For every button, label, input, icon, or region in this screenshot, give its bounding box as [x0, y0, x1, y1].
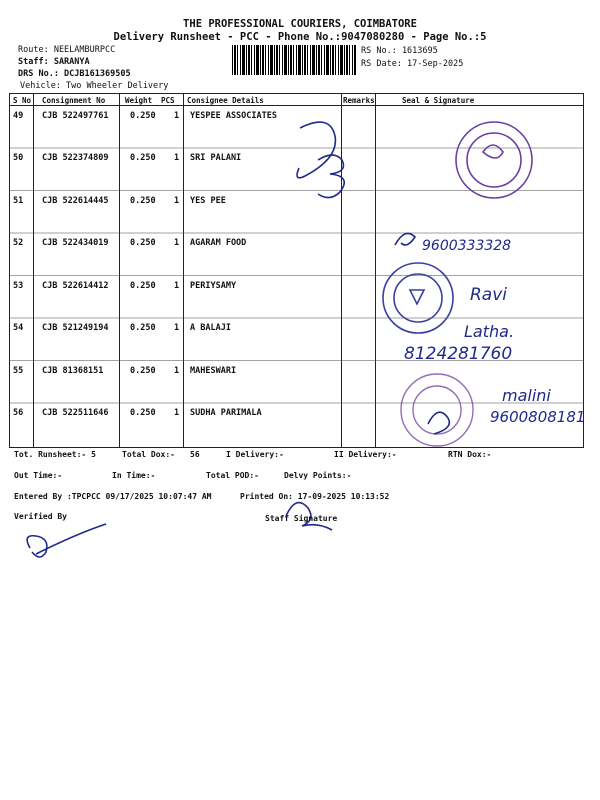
row-pcs: 1 — [174, 408, 180, 418]
row-weight: 0.250 — [130, 111, 156, 121]
row-sno: 56 — [13, 408, 24, 418]
row-sno: 50 — [13, 153, 24, 163]
runsheet-subtitle: Delivery Runsheet - PCC - Phone No.:9047080280 - Page No.:5 — [113, 31, 487, 43]
row-consignment: CJB 522497761 — [42, 111, 109, 121]
printed-on: Printed On: 17-09-2025 10:13:52 — [240, 492, 390, 501]
row-consignee: SUDHA PARIMALA — [190, 408, 262, 418]
drs-label: DRS No.: DCJB161369505 — [18, 69, 131, 79]
total-runsheet: Tot. Runsheet:- 5 — [14, 450, 96, 459]
row-consignment: CJB 522374809 — [42, 153, 109, 163]
row-sno: 51 — [13, 196, 24, 206]
row-pcs: 1 — [174, 281, 180, 291]
company-title: THE PROFESSIONAL COURIERS, COIMBATORE — [183, 18, 417, 30]
staff-label: Staff: SARANYA — [18, 57, 90, 67]
row-weight: 0.250 — [130, 281, 156, 291]
ii-delivery: II Delivery:- — [334, 450, 397, 459]
row-sno: 49 — [13, 111, 24, 121]
rtn-dox: RTN Dox:- — [448, 450, 492, 459]
handwritten-phone: 9600333328 — [422, 238, 512, 254]
entered-by: Entered By :TPCPCC 09/17/2025 10:07:47 AM — [14, 492, 212, 501]
row-sno: 52 — [13, 238, 24, 248]
staff-signature-label: Staff Signature — [265, 514, 338, 523]
row-pcs: 1 — [174, 111, 180, 121]
verified-by: Verified By — [14, 512, 67, 521]
col-header-pcs: PCS — [161, 96, 175, 105]
row-weight: 0.250 — [130, 408, 156, 418]
row-consignee: MAHESWARI — [190, 366, 237, 376]
rs-number: RS No.: 1613695 — [361, 46, 438, 56]
row-consignment: CJB 522614445 — [42, 196, 109, 206]
col-header-sno: S No — [13, 96, 32, 105]
row-consignee: YES PEE — [190, 196, 226, 206]
row-consignment: CJB 81368151 — [42, 366, 104, 376]
total-dox-value: 56 — [190, 450, 200, 459]
col-header-seal-signature: Seal & Signature — [402, 96, 475, 105]
row-consignee: A BALAJI — [190, 323, 231, 333]
row-consignment: CJB 521249194 — [42, 323, 109, 333]
row-consignee: SRI PALANI — [190, 153, 242, 163]
route-label: Route: NEELAMBURPCC — [18, 45, 116, 55]
row-consignment: CJB 522434019 — [42, 238, 109, 248]
handwritten-signature-text: Ravi — [470, 285, 508, 305]
rs-date: RS Date: 17-Sep-2025 — [361, 59, 464, 69]
row-weight: 0.250 — [130, 323, 156, 333]
col-header-weight: Weight — [125, 96, 153, 105]
handwritten-name: malini — [502, 386, 551, 405]
col-header-consignee: Consignee Details — [187, 96, 264, 105]
row-pcs: 1 — [174, 238, 180, 248]
row-sno: 54 — [13, 323, 24, 333]
row-consignee: AGARAM FOOD — [190, 238, 247, 248]
row-weight: 0.250 — [130, 153, 156, 163]
row-consignment: CJB 522511646 — [42, 408, 109, 418]
row-weight: 0.250 — [130, 196, 156, 206]
i-delivery: I Delivery:- — [226, 450, 284, 459]
vehicle-label: Vehicle: Two Wheeler Delivery — [20, 81, 169, 91]
handwritten-phone: 8124281760 — [404, 344, 513, 364]
total-pod: Total POD:- — [206, 471, 259, 480]
row-sno: 53 — [13, 281, 24, 291]
row-pcs: 1 — [174, 366, 180, 376]
runsheet-table-grid — [9, 93, 584, 448]
row-sno: 55 — [13, 366, 24, 376]
row-pcs: 1 — [174, 323, 180, 333]
in-time: In Time:- — [112, 471, 156, 480]
handwritten-name: Latha. — [464, 322, 515, 341]
total-dox-label: Total Dox:- — [122, 450, 175, 459]
row-consignee: YESPEE ASSOCIATES — [190, 111, 277, 121]
delivery-points: Delvy Points:- — [284, 471, 352, 480]
handwritten-phone: 9600808181 — [490, 408, 586, 426]
row-pcs: 1 — [174, 153, 180, 163]
barcode — [232, 45, 356, 75]
row-weight: 0.250 — [130, 366, 156, 376]
row-consignee: PERIYSAMY — [190, 281, 237, 291]
out-time: Out Time:- — [14, 471, 63, 480]
row-pcs: 1 — [174, 196, 180, 206]
row-consignment: CJB 522614412 — [42, 281, 109, 291]
col-header-consignment: Consignment No — [42, 96, 106, 105]
col-header-remarks: Remarks — [343, 96, 375, 105]
row-weight: 0.250 — [130, 238, 156, 248]
